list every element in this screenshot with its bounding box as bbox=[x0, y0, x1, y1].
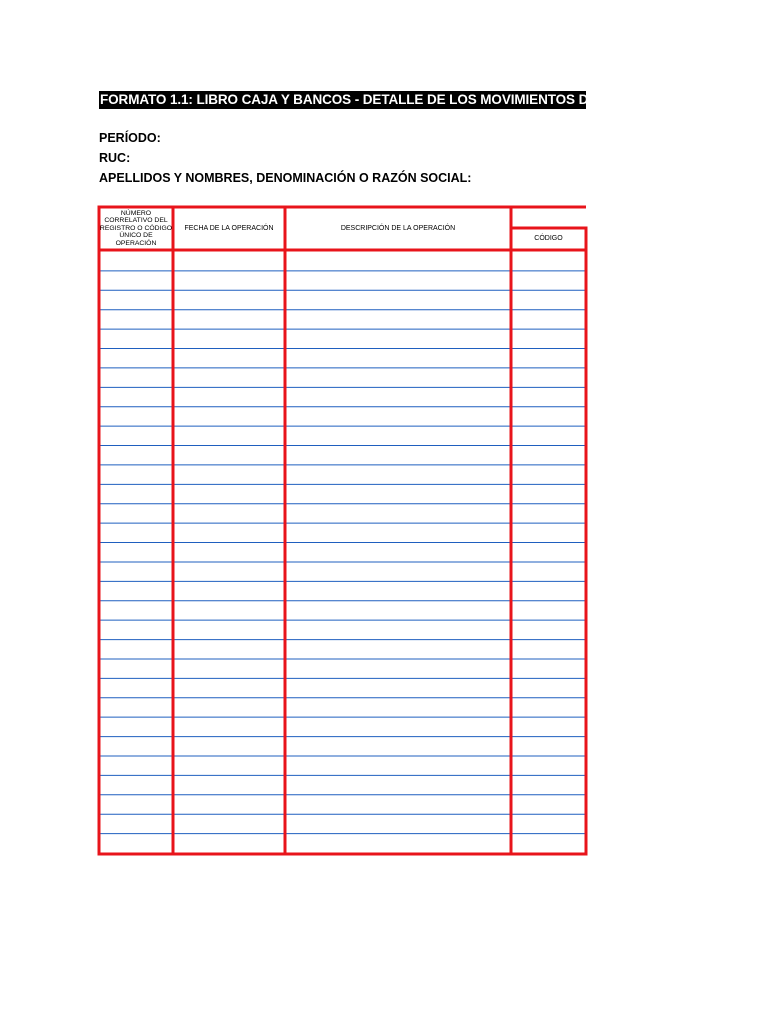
header-fecha-operacion: FECHA DE LA OPERACIÓN bbox=[184, 224, 274, 232]
header-numero-correlativo: NÚMERO CORRELATIVO DEL REGISTRO O CÓDIGO ÚNICO DE OPERACIÓN bbox=[99, 209, 173, 247]
header-descripcion-operacion: DESCRIPCIÓN DE LA OPERACIÓN bbox=[340, 224, 456, 232]
table-row-lines bbox=[100, 271, 585, 834]
ruc-label: RUC: bbox=[99, 151, 131, 165]
periodo-label: PERÍODO: bbox=[99, 131, 161, 145]
header-codigo: CÓDIGO bbox=[534, 235, 563, 242]
razon-social-label: APELLIDOS Y NOMBRES, DENOMINACIÓN O RAZÓN SOCIAL: bbox=[99, 171, 472, 185]
page-title: FORMATO 1.1: LIBRO CAJA Y BANCOS - DETALLE DE LOS MOVIMIENTOS DEL EFECTIVO bbox=[100, 92, 676, 107]
table-borders bbox=[98, 206, 588, 855]
